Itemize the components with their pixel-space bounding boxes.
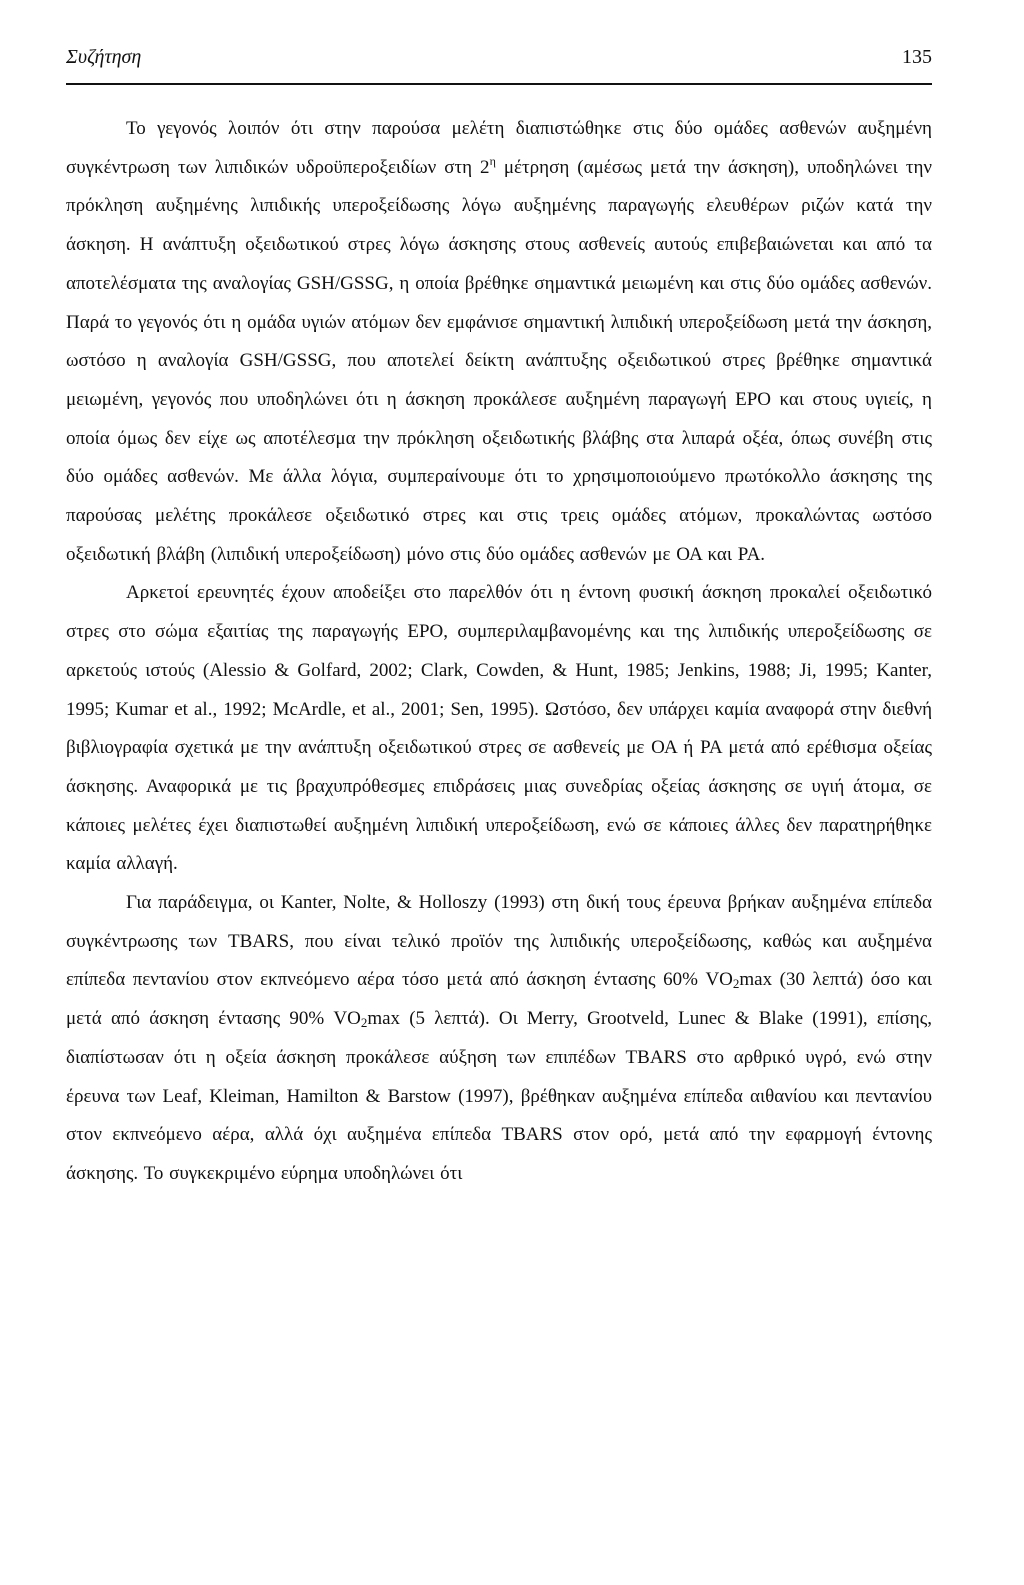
paragraph-3-text-a: Για παράδειγμα, οι Kanter, Nolte, & Holloszy (1993) στη δική τους έρευνα βρήκαν αυξημένα επίπεδα συγκέντρωσης των TBARS, που είναι τελικό προϊόν της λιπιδικής υπεροξείδωσης, καθώς και αυξημένα επίπεδα πεντανίου στον εκπνεόμενο αέρα τόσο μετά από άσκηση έντασης 60% VO xyxy=(66,892,932,991)
paragraph-3 xyxy=(66,884,932,1194)
section-title: Συζήτηση xyxy=(66,46,142,68)
ordinal-superscript: η xyxy=(489,153,496,168)
document-page xyxy=(66,0,932,1194)
running-header xyxy=(66,0,932,86)
vo2-subscript-1: 2 xyxy=(732,976,740,992)
paragraph-3-text-c: max (5 λεπτά). Οι Merry, Grootveld, Lunec & Blake (1991), επίσης, διαπίστωσαν ότι η οξεία άσκηση προκάλεσε αύξηση των επιπέδων TBARS στο αρθρικό υγρό, ενώ στην έρευνα των Leaf, Kleiman, Hamilton & Barstow (1997), βρέθηκαν αυξημένα επίπεδα αιθανίου και πεντανίου στον εκπνεόμενο αέρα, αλλά όχι αυξημένα επίπεδα TBARS στον ορό, μετά από την εφαρμογή έντονης άσκησης. Το συγκεκριμένο εύρημα υποδηλώνει ότι xyxy=(66,1008,932,1184)
paragraph-2: Αρκετοί ερευνητές έχουν αποδείξει στο παρελθόν ότι η έντονη φυσική άσκηση προκαλεί οξειδωτικό στρες στο σώμα εξαιτίας της παραγωγής ΕΡΟ, συμπεριλαμβανομένης και της λιπιδικής υπεροξείδωσης σε αρκετούς ιστούς (Alessio & Golfard, 2002; Clark, Cowden, & Hunt, 1985; Jenkins, 1988; Ji, 1995; Kanter, 1995; Kumar et al., 1992; McArdle, et al., 2001; Sen, 1995). Ωστόσο, δεν υπάρχει καμία αναφορά στην διεθνή βιβλιογραφία σχετικά με την ανάπτυξη οξειδωτικού στρες σε ασθενείς με ΟΑ ή ΡΑ μετά από ερέθισμα οξείας άσκησης. Αναφορικά με τις βραχυπρόθεσμες επιδράσεις μιας συνεδρίας οξείας άσκησης σε υγιή άτομα, σε κάποιες μελέτες έχει διαπιστωθεί αυξημένη λιπιδική υπεροξείδωση, ενώ σε κάποιες άλλες δεν παρατηρήθηκε καμία αλλαγή. xyxy=(66,582,932,875)
paragraph-1-text-a: Το γεγονός λοιπόν ότι στην παρούσα μελέτη διαπιστώθηκε στις δύο ομάδες ασθενών αυξημένη συγκέντρωση των λιπιδικών υδροϋπεροξειδίων στη 2 xyxy=(66,118,932,178)
header-rule xyxy=(66,83,932,85)
paragraph-3-text-b: max (30 λεπτά) όσο και μετά από άσκηση έντασης 90% VO xyxy=(66,969,932,1030)
paragraph-1-text-b: μέτρηση (αμέσως μετά την άσκηση), υποδηλώνει την πρόκληση αυξημένης λιπιδικής υπεροξείδωσης λόγω αυξημένης παραγωγής ελευθέρων ριζών κατά την άσκηση. Η ανάπτυξη οξειδωτικού στρες λόγω άσκησης στους ασθενείς αυτούς επιβεβαιώνεται και από τα αποτελέσματα της αναλογίας GSH/GSSG, η οποία βρέθηκε σημαντικά μειωμένη και στις δύο ομάδες ασθενών. Παρά το γεγονός ότι η ομάδα υγιών ατόμων δεν εμφάνισε σημαντική λιπιδική υπεροξείδωση μετά την άσκηση, ωστόσο η αναλογία GSH/GSSG, που αποτελεί δείκτη ανάπτυξης οξειδωτικού στρες βρέθηκε σημαντικά μειωμένη, γεγονός που υποδηλώνει ότι η άσκηση προκάλεσε αυξημένη παραγωγή ΕΡΟ και στους υγιείς, η οποία όμως δεν είχε ως αποτέλεσμα την πρόκληση οξειδωτικής βλάβης στα λιπαρά οξέα, όπως συνέβη στις δύο ομάδες ασθενών. Με άλλα λόγια, συμπεραίνουμε ότι το χρησιμοποιούμενο πρωτόκολλο άσκησης της παρούσας μελέτης προκάλεσε οξειδωτικό στρες και στις τρεις ομάδες ατόμων, προκαλώντας ωστόσο οξειδωτική βλάβη (λιπιδική υπεροξείδωση) μόνο στις δύο ομάδες ασθενών με ΟΑ και ΡΑ. xyxy=(66,156,932,565)
body-text xyxy=(66,110,932,1194)
paragraph-1 xyxy=(66,110,932,574)
vo2-subscript-2: 2 xyxy=(360,1015,368,1031)
page-number: 135 xyxy=(902,46,932,68)
